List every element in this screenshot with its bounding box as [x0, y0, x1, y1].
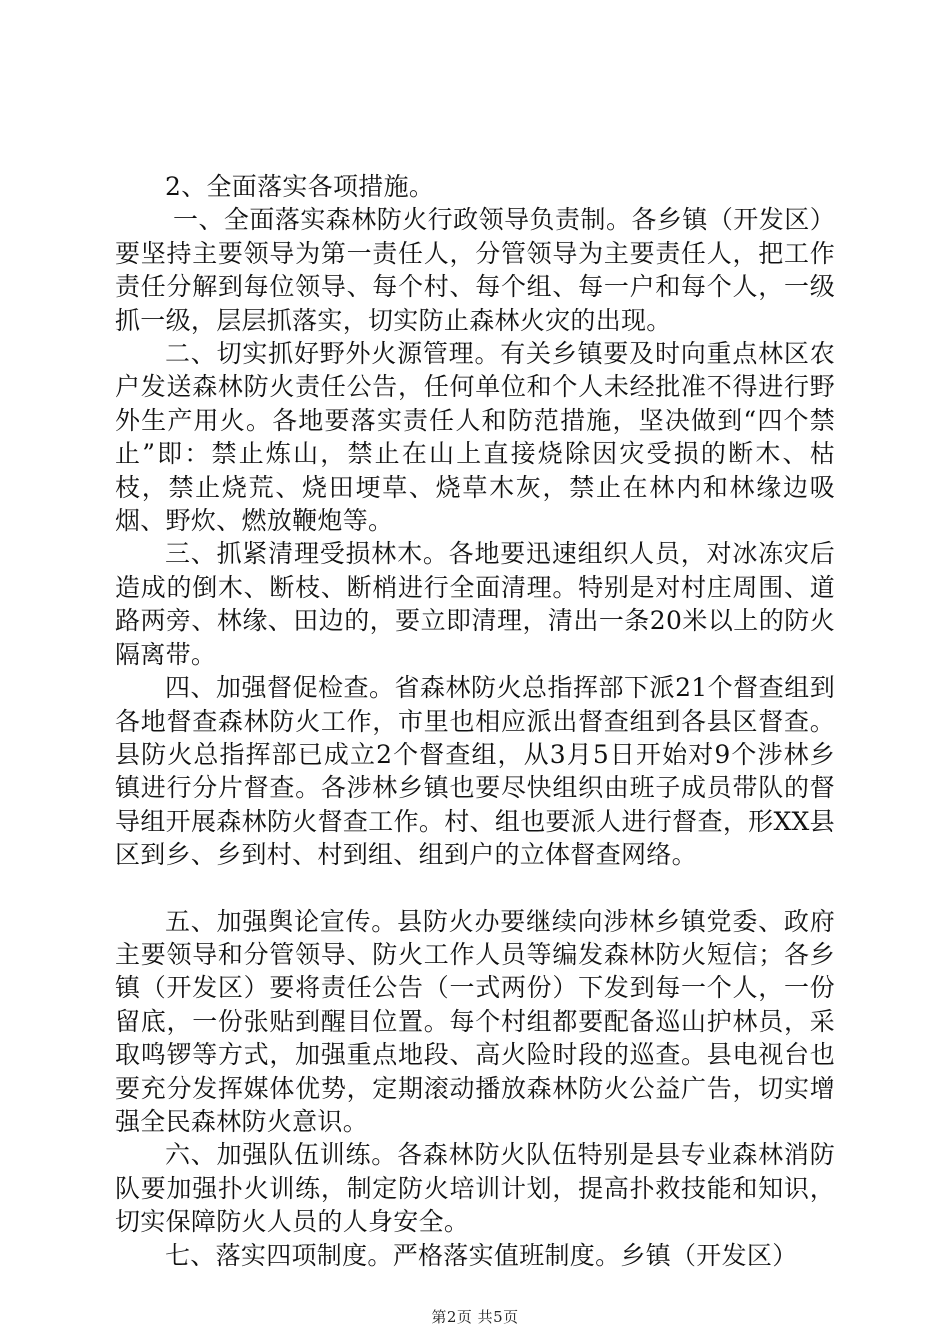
paragraph-6: 六、加强队伍训练。各森林防火队伍特别是县专业森林消防队要加强扑火训练，制定防火培训计划，提高扑救技能和知识，切实保障防火人员的人身安全。: [115, 1140, 835, 1237]
paragraph-4: 四、加强督促检查。省森林防火总指挥部下派21个督查组到各地督查森林防火工作，市里也相应派出督查组到各县区督查。县防火总指挥部已成立2个督查组，从3月5日开始对9个涉林乡镇进行分片督查。各涉林乡镇也要尽快组织由班子成员带队的督导组开展森林防火督查工作。村、组也要派人进行督查，形XX县区到乡、乡到村、村到组、组到户的立体督查网络。: [115, 673, 835, 870]
page-footer: 第2页 共5页: [431, 1308, 519, 1326]
paragraph-7: 七、落实四项制度。严格落实值班制度。乡镇（开发区）: [165, 1240, 798, 1270]
paragraph-2: 二、切实抓好野外火源管理。有关乡镇要及时向重点林区农户发送森林防火责任公告，任何单位和个人未经批准不得进行野外生产用火。各地要落实责任人和防范措施，坚决做到“四个禁止”即：禁止炼山，禁止在山上直接烧除因灾受损的断木、枯枝，禁止烧荒、烧田埂草、烧草木灰，禁止在林内和林缘边吸烟、野炊、燃放鞭炮等。: [115, 339, 835, 536]
paragraph-heading: 2、全面落实各项措施。: [165, 172, 435, 201]
paragraph-gap: [115, 872, 835, 905]
paragraph-5: 五、加强舆论宣传。县防火办要继续向涉林乡镇党委、政府主要领导和分管领导、防火工作人员等编发森林防火短信；各乡镇（开发区）要将责任公告（一式两份）下发到每一个人，一份留底，一份张贴到醒目位置。每个村组都要配备巡山护林员，采取鸣锣等方式，加强重点地段、高火险时段的巡查。县电视台也要充分发挥媒体优势，定期滚动播放森林防火公益广告，切实增强全民森林防火意识。: [115, 906, 835, 1136]
document-body: [115, 170, 835, 1272]
paragraph-1: 一、全面落实森林防火行政领导负责制。各乡镇（开发区）要坚持主要领导为第一责任人，分管领导为主要责任人，把工作责任分解到每位领导、每个村、每个组、每一户和每个人，一级抓一级，层层抓落实，切实防止森林火灾的出现。: [115, 205, 835, 335]
paragraph-3: 三、抓紧清理受损林木。各地要迅速组织人员，对冰冻灾后造成的倒木、断枝、断梢进行全面清理。特别是对村庄周围、道路两旁、林缘、田边的，要立即清理，清出一条20米以上的防火隔离带。: [115, 539, 835, 669]
